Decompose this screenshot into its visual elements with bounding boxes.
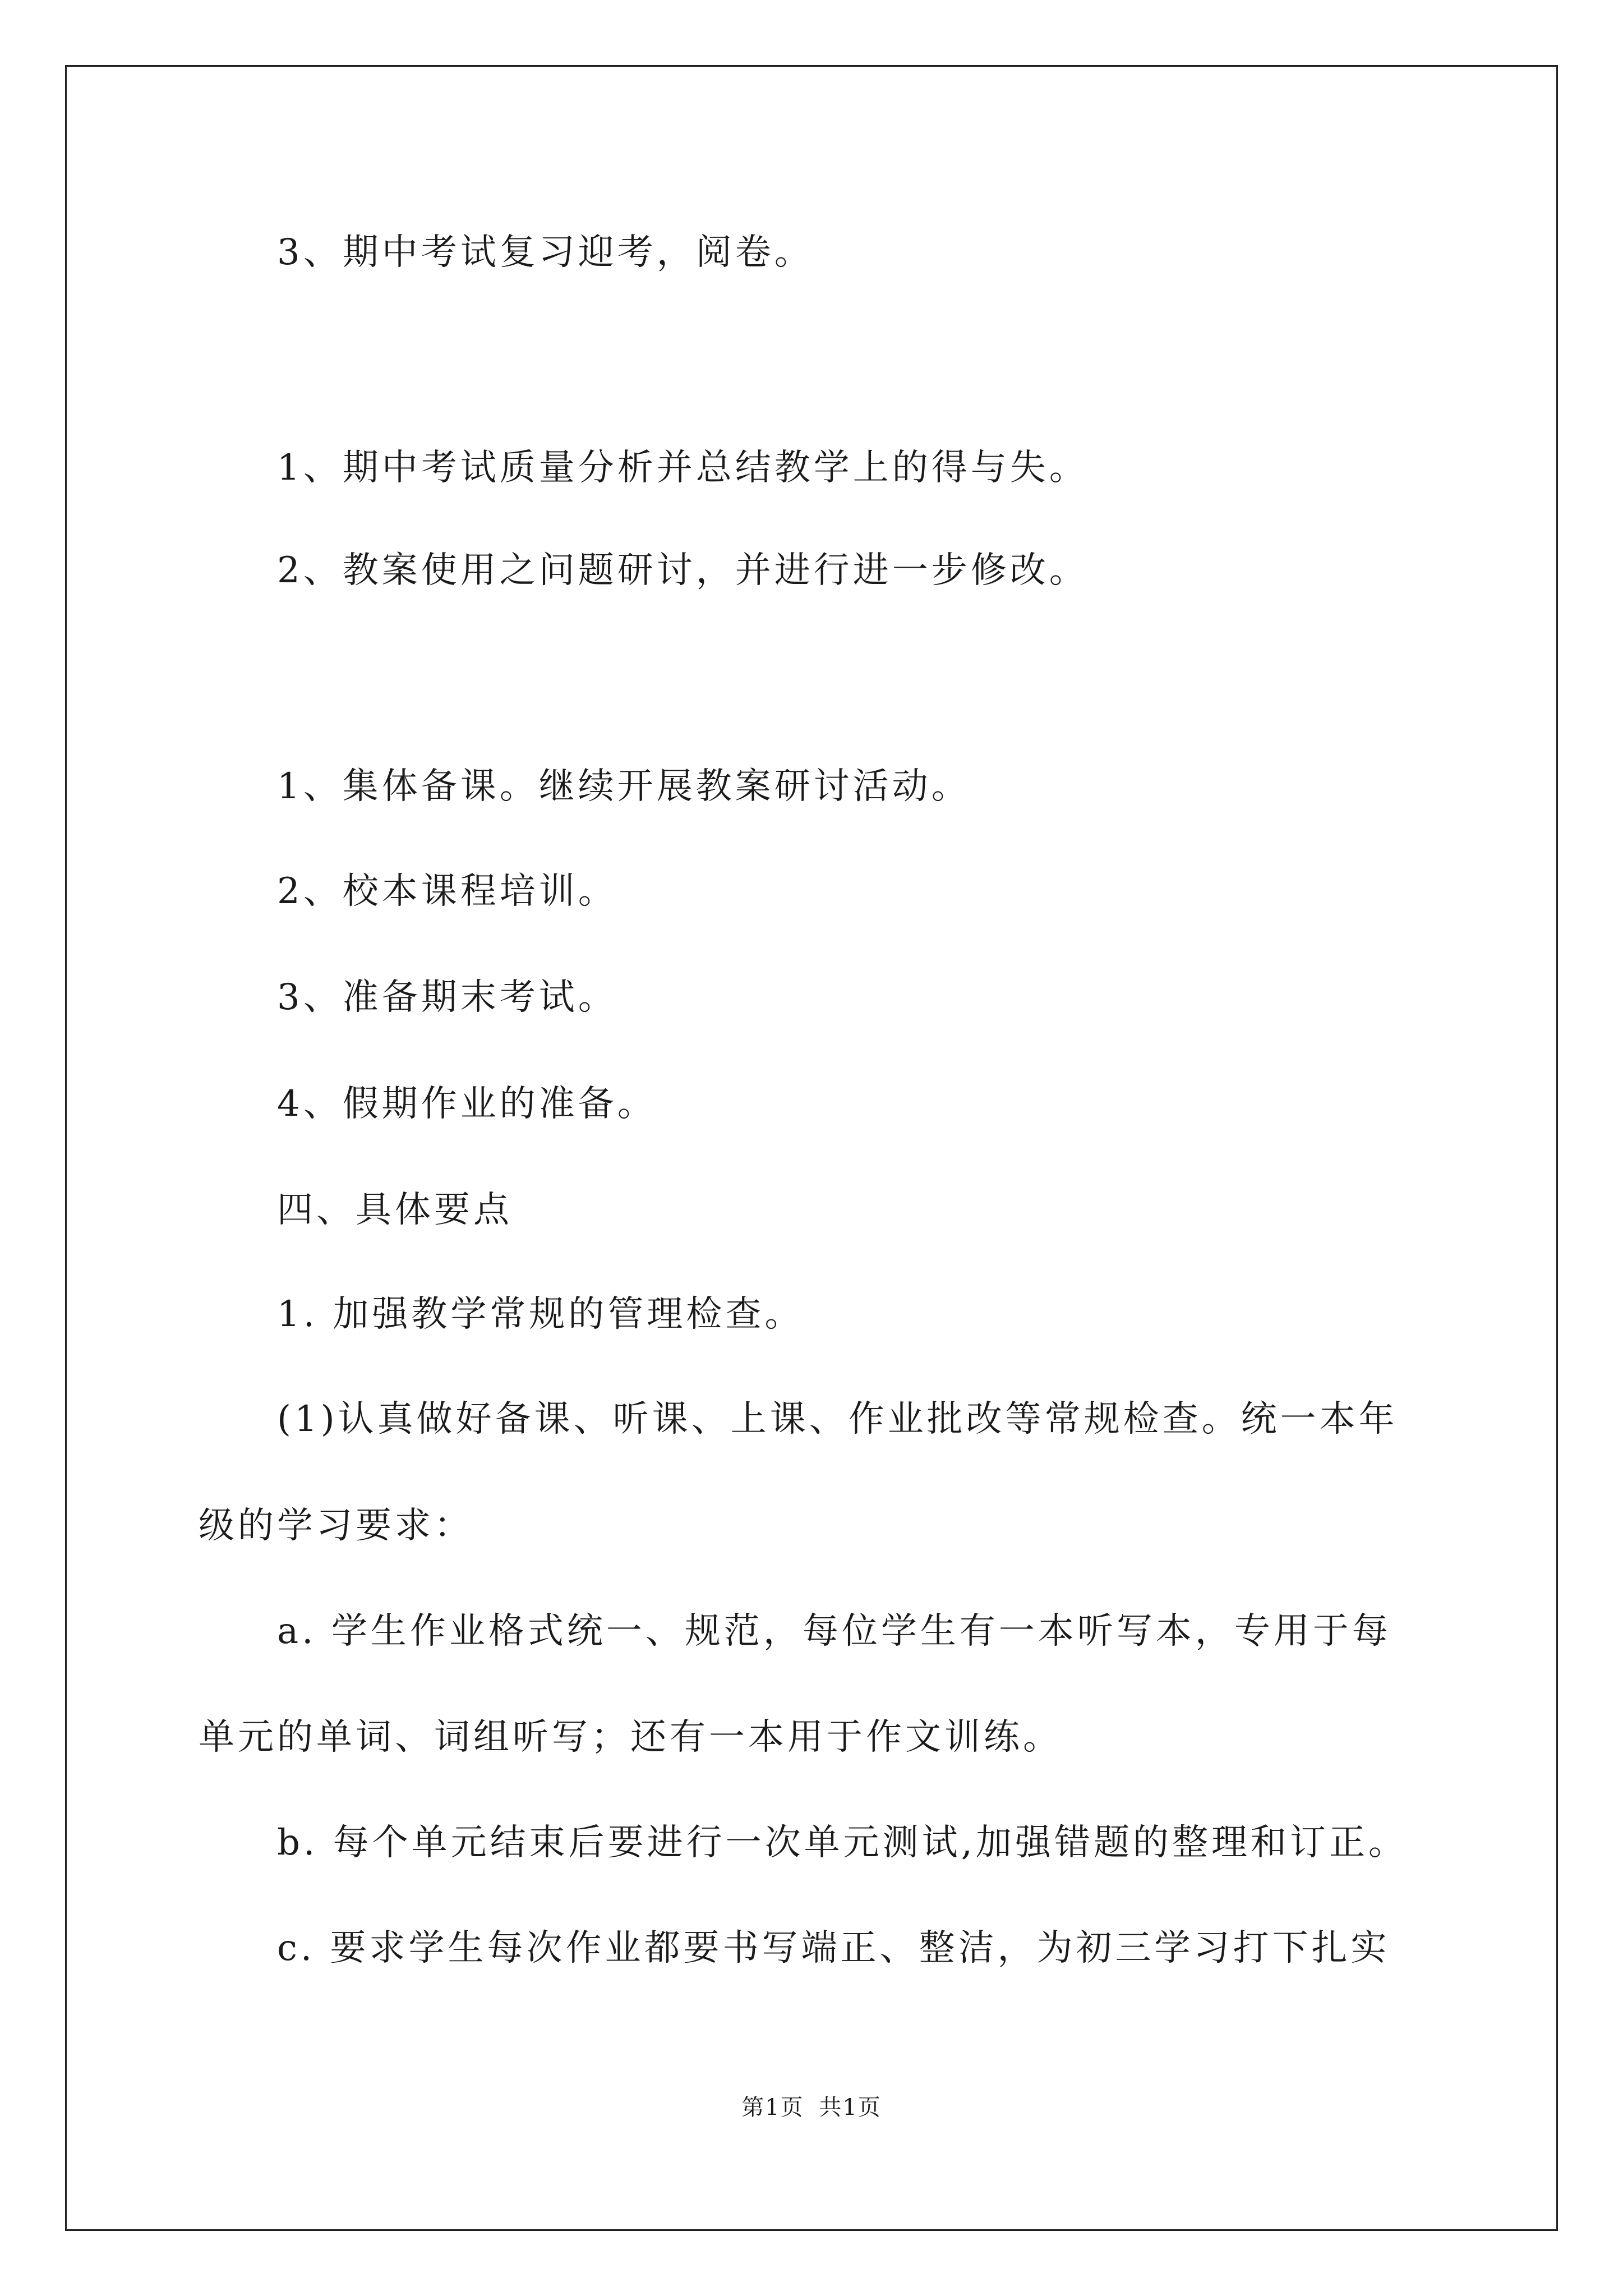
item-4-holiday-homework: 4、假期作业的准备。	[277, 1083, 657, 1125]
item-3-final-exam: 3、准备期末考试。	[277, 977, 617, 1018]
point-c: c. 要求学生每次作业都要书写端正、整洁，为初三学习打下扎实	[277, 1927, 1390, 1969]
point-a-cont: 单元的单词、词组听写；还有一本用于作文训练。	[199, 1717, 1062, 1758]
page-border	[65, 65, 1558, 2231]
current-page: 第1页	[741, 2095, 804, 2120]
section-heading: 四、具体要点	[277, 1189, 513, 1231]
point-b: b. 每个单元结束后要进行一次单元测试,加强错题的整理和订正。	[277, 1822, 1408, 1864]
total-pages: 共1页	[819, 2095, 882, 2120]
point-a: a. 学生作业格式统一、规范，每位学生有一本听写本，专用于每	[277, 1611, 1391, 1652]
item-2-training: 2、校本课程培训。	[277, 871, 617, 912]
item-1-analysis: 1、期中考试质量分析并总结教学上的得与失。	[277, 447, 1089, 489]
item-1-collective-prep: 1、集体备课。继续开展教案研讨活动。	[277, 766, 971, 807]
page-footer	[0, 2093, 1623, 2122]
point-1: 1. 加强教学常规的管理检查。	[277, 1294, 804, 1335]
item-3-review: 3、期中考试复习迎考，阅卷。	[277, 232, 814, 273]
point-1-sub-1-cont: 级的学习要求：	[199, 1505, 473, 1547]
point-1-sub-1: (1)认真做好备课、听课、上课、作业批改等常规检查。统一本年	[277, 1398, 1398, 1440]
item-2-lesson-plan: 2、教案使用之问题研讨，并进行进一步修改。	[277, 550, 1089, 591]
